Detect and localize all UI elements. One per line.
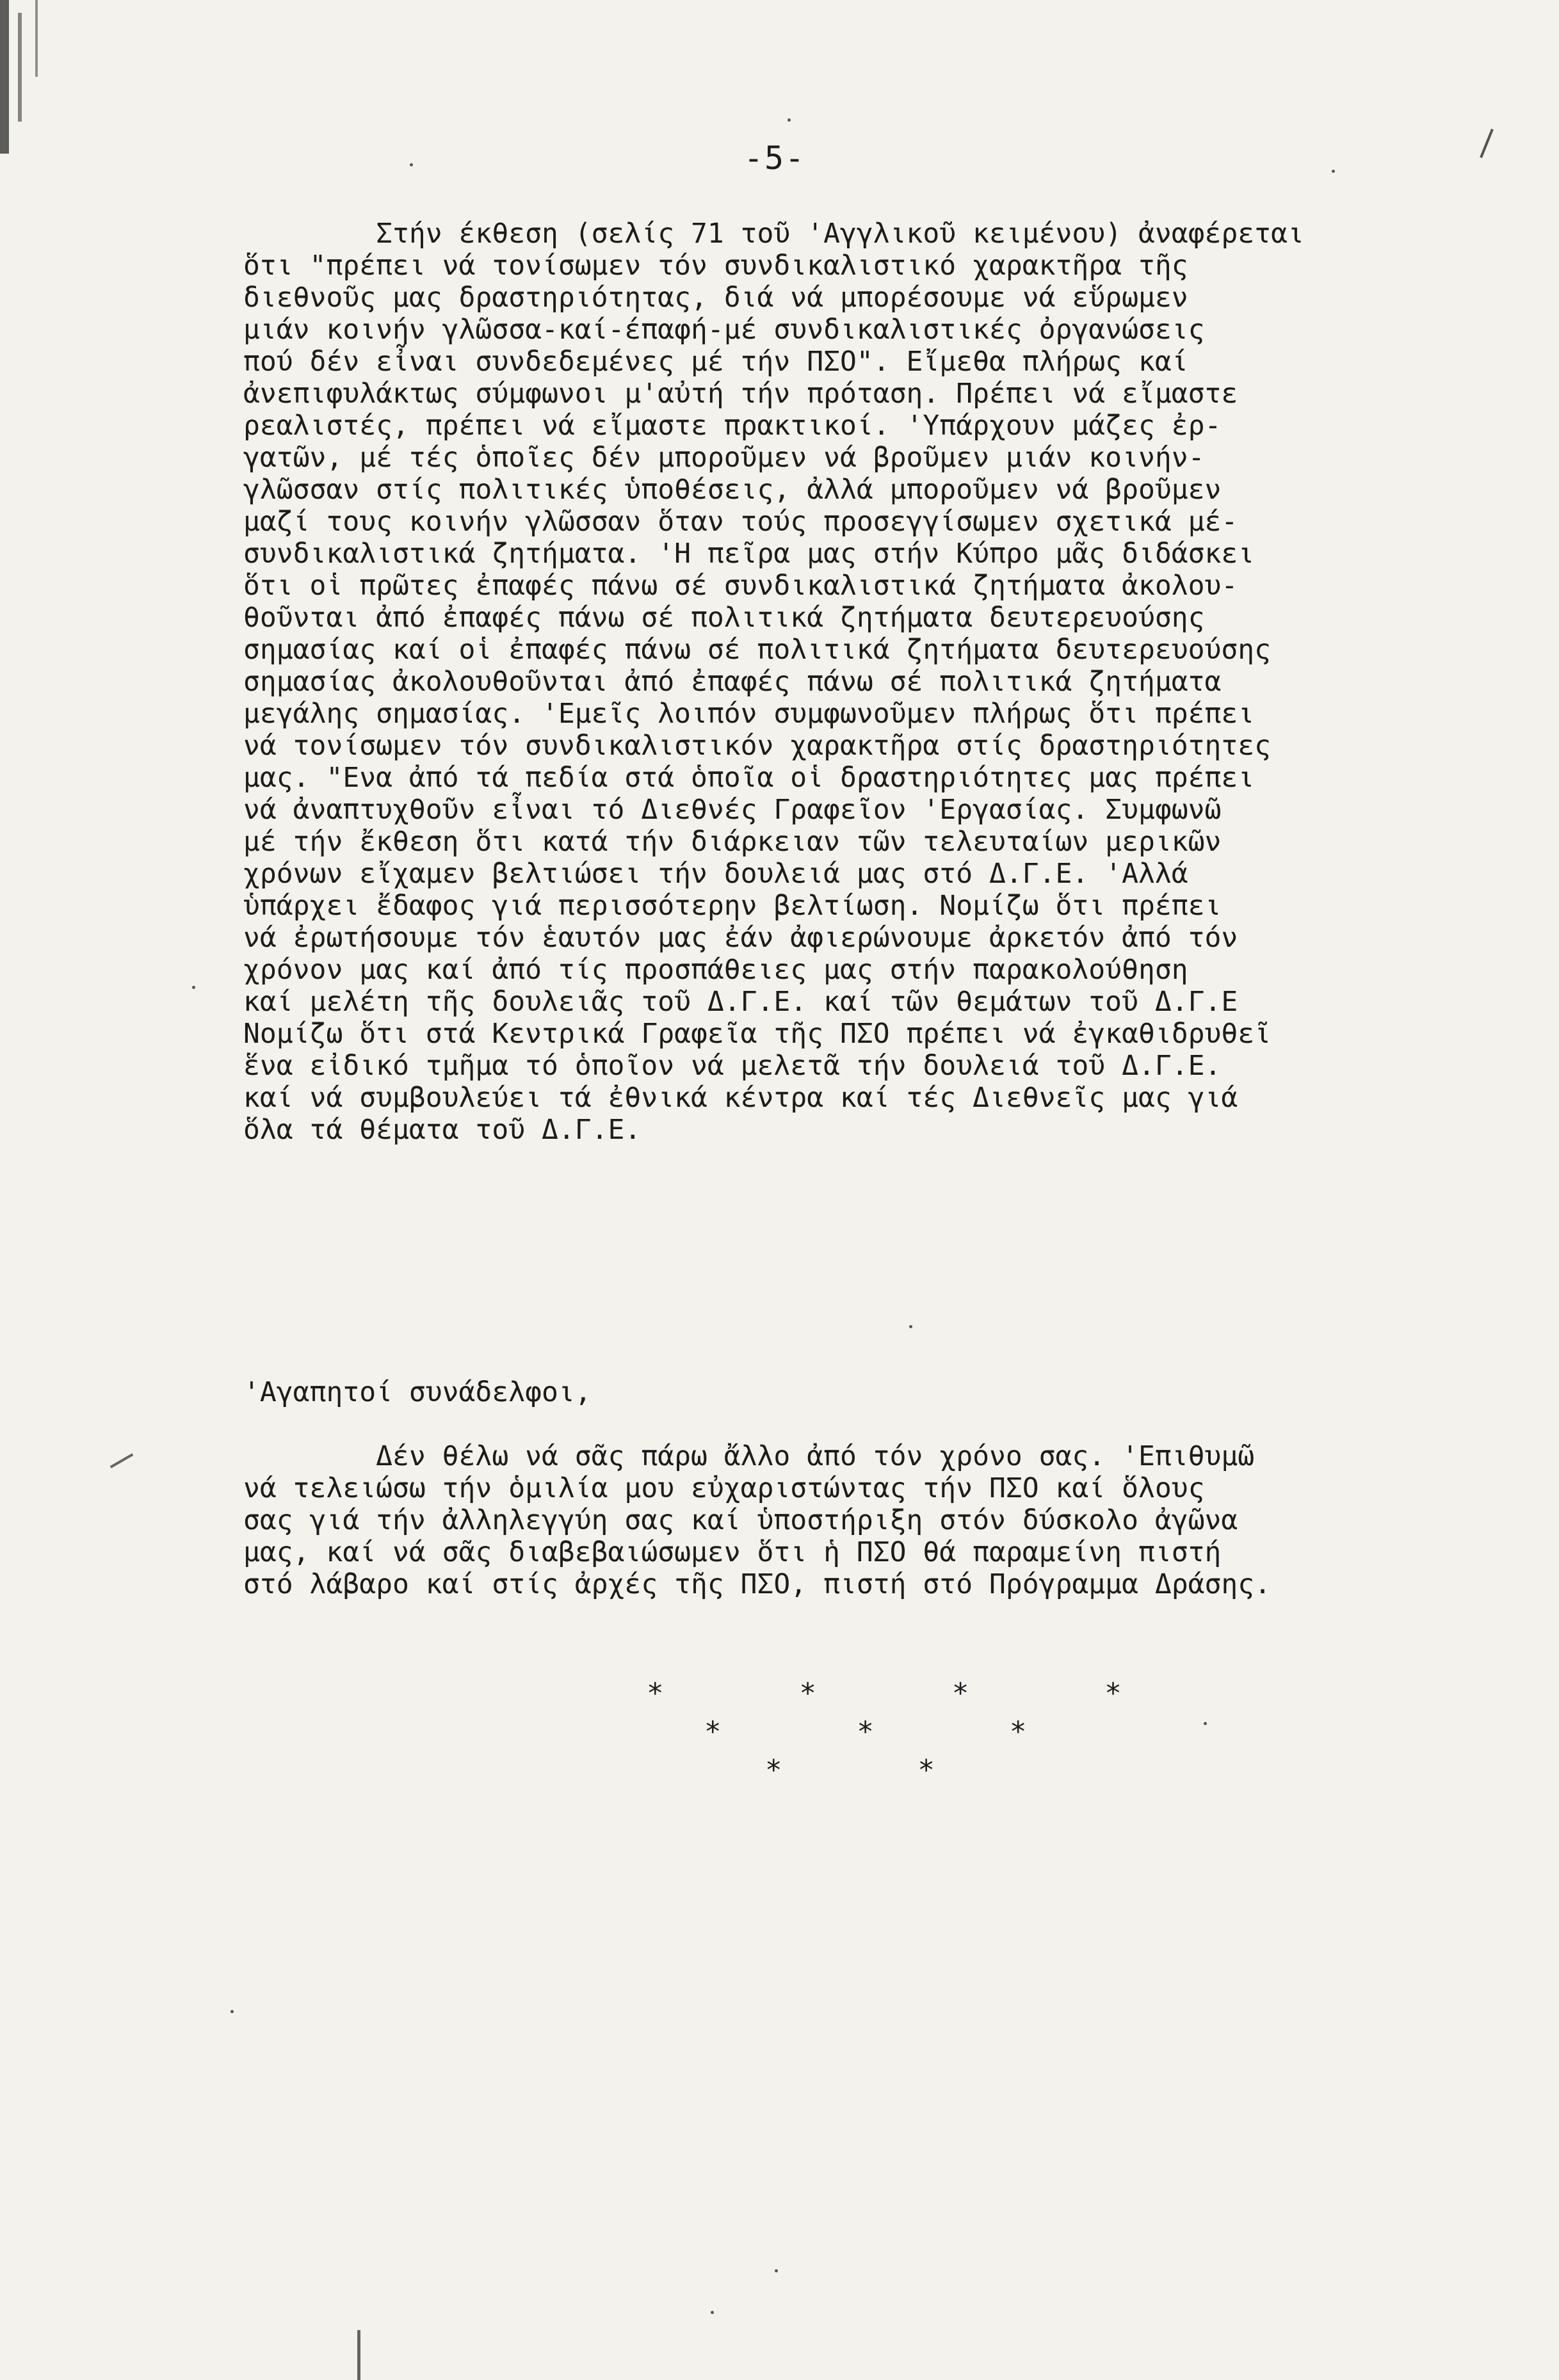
text-line: σας γιά τήν ἀλληλεγγύη σας καί ὑποστήριξη στόν δύσκολο ἀγῶνα [243,1504,1238,1536]
text-line: νά τελειώσω τήν ὁμιλία μου εὐχαριστώντας τήν ΠΣΟ καί ὅλους [243,1472,1205,1504]
text-line: ὅλα τά θέματα τοῦ Δ.Γ.Ε. [243,1114,642,1146]
text-line: γλῶσσαν στίς πολιτικές ὑποθέσεις, ἀλλά μποροῦμεν νά βροῦμεν [243,474,1222,506]
scan-speck [788,118,791,122]
text-line: καί νά συμβουλεύει τά ἐθνικά κέντρα καί τές Διεθνεῖς μας γιά [243,1082,1238,1114]
closing-paragraph [243,1440,1460,1600]
paragraph-body [243,218,1460,1146]
text-line: συνδικαλιστικά ζητήματα. 'Η πεῖρα μας στήν Κύπρο μᾶς διδάσκει [243,538,1255,570]
text-line: ὅτι οἱ πρῶτες ἐπαφές πάνω σέ συνδικαλιστικά ζητήματα ἀκολου- [243,570,1238,602]
text-line: χρόνων εἴχαμεν βελτιώσει τήν δουλειά μας στό Δ.Γ.Ε. 'Αλλά [243,858,1188,890]
text-line: νά ἀναπτυχθοῦν εἶναι τό Διεθνές Γραφεῖον 'Εργασίας. Συμφωνῶ [243,794,1222,826]
text-line: ἕνα εἰδικό τμῆμα τό ὁποῖον νά μελετᾶ τήν δουλειά τοῦ Δ.Γ.Ε. [243,1050,1222,1082]
scan-edge-mark [357,2330,360,2380]
scan-speck [192,986,195,989]
text-line: σημασίας καί οἱ ἐπαφές πάνω σέ πολιτικά ζητήματα δευτερευούσης [243,634,1272,666]
text-line: χρόνον μας καί ἀπό τίς προσπάθειες μας στήν παρακολούθηση [243,954,1188,986]
text-line: μιάν κοινήν γλῶσσα-καί-έπαφή-μέ συνδικαλιστικές ὀργανώσεις [243,314,1205,346]
scan-speck [410,163,413,166]
scan-edge-mark [0,0,9,154]
text-line: Δέν θέλω νά σᾶς πάρω ἄλλο ἀπό τόν χρόνο σας. 'Επιθυμῶ [243,1440,1255,1472]
scan-speck [775,2269,778,2272]
scan-speck [711,2311,714,2314]
text-line: Νομίζω ὅτι στά Κεντρικά Γραφεῖα τῆς ΠΣΟ πρέπει νά ἐγκαθιδρυθεῖ [243,1018,1272,1050]
scan-edge-mark [110,1453,134,1468]
text-line: γατῶν, μέ τές ὁποῖες δέν μποροῦμεν νά βροῦμεν μιάν κοινήν- [243,442,1205,474]
salutation: 'Αγαπητοί συνάδελφοι, [243,1376,592,1408]
scan-edge-mark [35,0,38,77]
scan-speck [1204,1722,1207,1725]
scan-speck [1332,170,1335,173]
text-line: θοῦνται ἀπό ἐπαφές πάνω σέ πολιτικά ζητήματα δευτερευούσης [243,602,1205,634]
scan-edge-mark [1480,129,1494,158]
text-line: πού δέν εἶναι συνδεδεμένες μέ τήν ΠΣΟ". Εἴμεθα πλήρως καί [243,346,1188,378]
text-line: νά ἐρωτήσουμε τόν ἑαυτόν μας ἐάν ἀφιερώνουμε ἀρκετόν ἀπό τόν [243,922,1238,954]
text-line: μαζί τους κοινήν γλῶσσαν ὅταν τούς προσεγγίσωμεν σχετικά μέ- [243,506,1238,538]
text-line: διεθνοῦς μας δραστηριότητας, διά νά μπορέσουμε νά εὕρωμεν [243,282,1188,314]
scan-speck [909,1325,912,1328]
page-number: -5- [743,140,806,177]
stars-row: * * * * [647,1677,1122,1710]
scan-speck [230,2010,234,2013]
text-line: ὅτι "πρέπει νά τονίσωμεν τόν συνδικαλιστικό χαρακτῆρα τῆς [243,250,1188,282]
text-line: ὑπάρχει ἔδαφος γιά περισσότερην βελτίωση. Νομίζω ὅτι πρέπει [243,890,1222,922]
text-line: ρεαλιστές, πρέπει νά εἴμαστε πρακτικοί. 'Υπάρχουν μάζες ἐρ- [243,410,1222,442]
text-line: νά τονίσωμεν τόν συνδικαλιστικόν χαρακτῆρα στίς δραστηριότητες [243,730,1272,762]
text-line: μας. "Ενα ἀπό τά πεδία στά ὁποῖα οἱ δραστηριότητες μας πρέπει [243,762,1255,794]
stars-row: * * * [704,1716,1027,1748]
text-line: μεγάλης σημασίας. 'Εμεῖς λοιπόν συμφωνοῦμεν πλήρως ὅτι πρέπει [243,698,1255,730]
text-line: σημασίας ἀκολουθοῦνται ἀπό ἐπαφές πάνω σέ πολιτικά ζητήματα [243,666,1222,698]
text-line: στό λάβαρο καί στίς ἀρχές τῆς ΠΣΟ, πιστή στό Πρόγραμμα Δράσης. [243,1568,1272,1600]
text-line: Στήν έκθεση (σελίς 71 τοῦ 'Αγγλικοῦ κειμένου) ἀναφέρεται [243,218,1304,250]
text-line: καί μελέτη τῆς δουλειᾶς τοῦ Δ.Γ.Ε. καί τῶν θεμάτων τοῦ Δ.Γ.Ε [243,986,1238,1018]
stars-row: * * [765,1754,935,1787]
text-line: μας, καί νά σᾶς διαβεβαιώσωμεν ὅτι ἡ ΠΣΟ θά παραμείνη πιστή [243,1536,1222,1568]
text-line: ἀνεπιφυλάκτως σύμφωνοι μ'αὐτή τήν πρόταση. Πρέπει νά εἴμαστε [243,378,1238,410]
scan-edge-mark [18,13,22,122]
text-line: μέ τήν ἔκθεση ὅτι κατά τήν διάρκειαν τῶν τελευταίων μερικῶν [243,826,1222,858]
